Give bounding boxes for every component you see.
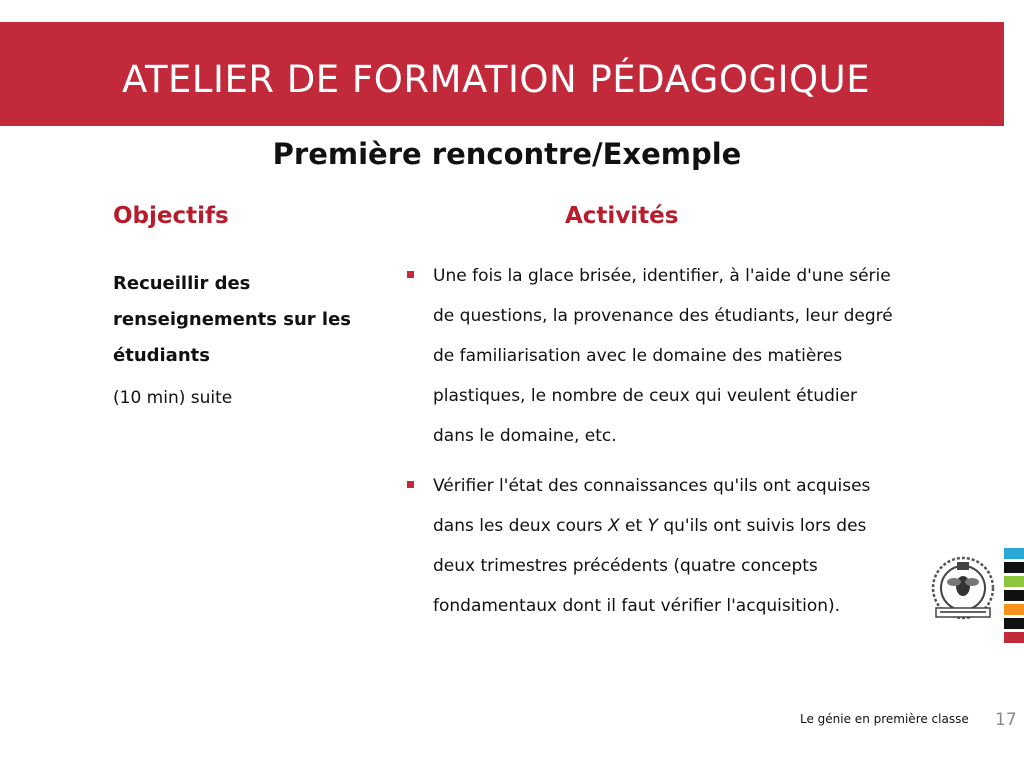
objective-title: Recueillir des renseignements sur les étudiants [113, 273, 352, 366]
list-item [403, 256, 903, 456]
activities-list [403, 256, 903, 636]
square-bullet-icon [407, 271, 414, 278]
objectifs-heading: Objectifs [113, 203, 229, 229]
stripe [1004, 604, 1024, 615]
color-stripes [1004, 548, 1024, 646]
stripe [1004, 576, 1024, 587]
course-x: X [607, 516, 620, 536]
activites-heading: Activités [565, 203, 679, 229]
institution-seal-icon [928, 552, 998, 628]
stripe [1004, 590, 1024, 601]
activity-text-start: Vérifier l'état des connaissances qu'ils ont acquises dans les deux cours [433, 476, 871, 536]
objective-duration: (10 min) suite [113, 388, 233, 408]
slide-subtitle: Première rencontre/Exemple [272, 137, 742, 171]
stripe [1004, 548, 1024, 559]
activity-text-end: qu'ils ont suivis lors des deux trimestres précédents (quatre concepts fondamentaux dont il faut vérifier l'acquisition). [433, 516, 867, 616]
activity-text-middle: et [619, 516, 648, 536]
stripe [1004, 632, 1024, 643]
stripe [1004, 618, 1024, 629]
slide-title: ATELIER DE FORMATION PÉDAGOGIQUE [122, 58, 871, 101]
stripe [1004, 562, 1024, 573]
list-item [403, 466, 903, 626]
square-bullet-icon [407, 481, 414, 488]
course-y: Y [647, 516, 658, 536]
page-number: 17 [995, 710, 1017, 730]
activity-text: Une fois la glace brisée, identifier, à l'aide d'une série de questions, la provenance des étudiants, leur degré de familiarisation avec le domaine des matières plastiques, le nombre de ceux qui veulent étudier dans le domaine, etc. [433, 266, 893, 446]
footer-tagline: Le génie en première classe [800, 712, 969, 726]
